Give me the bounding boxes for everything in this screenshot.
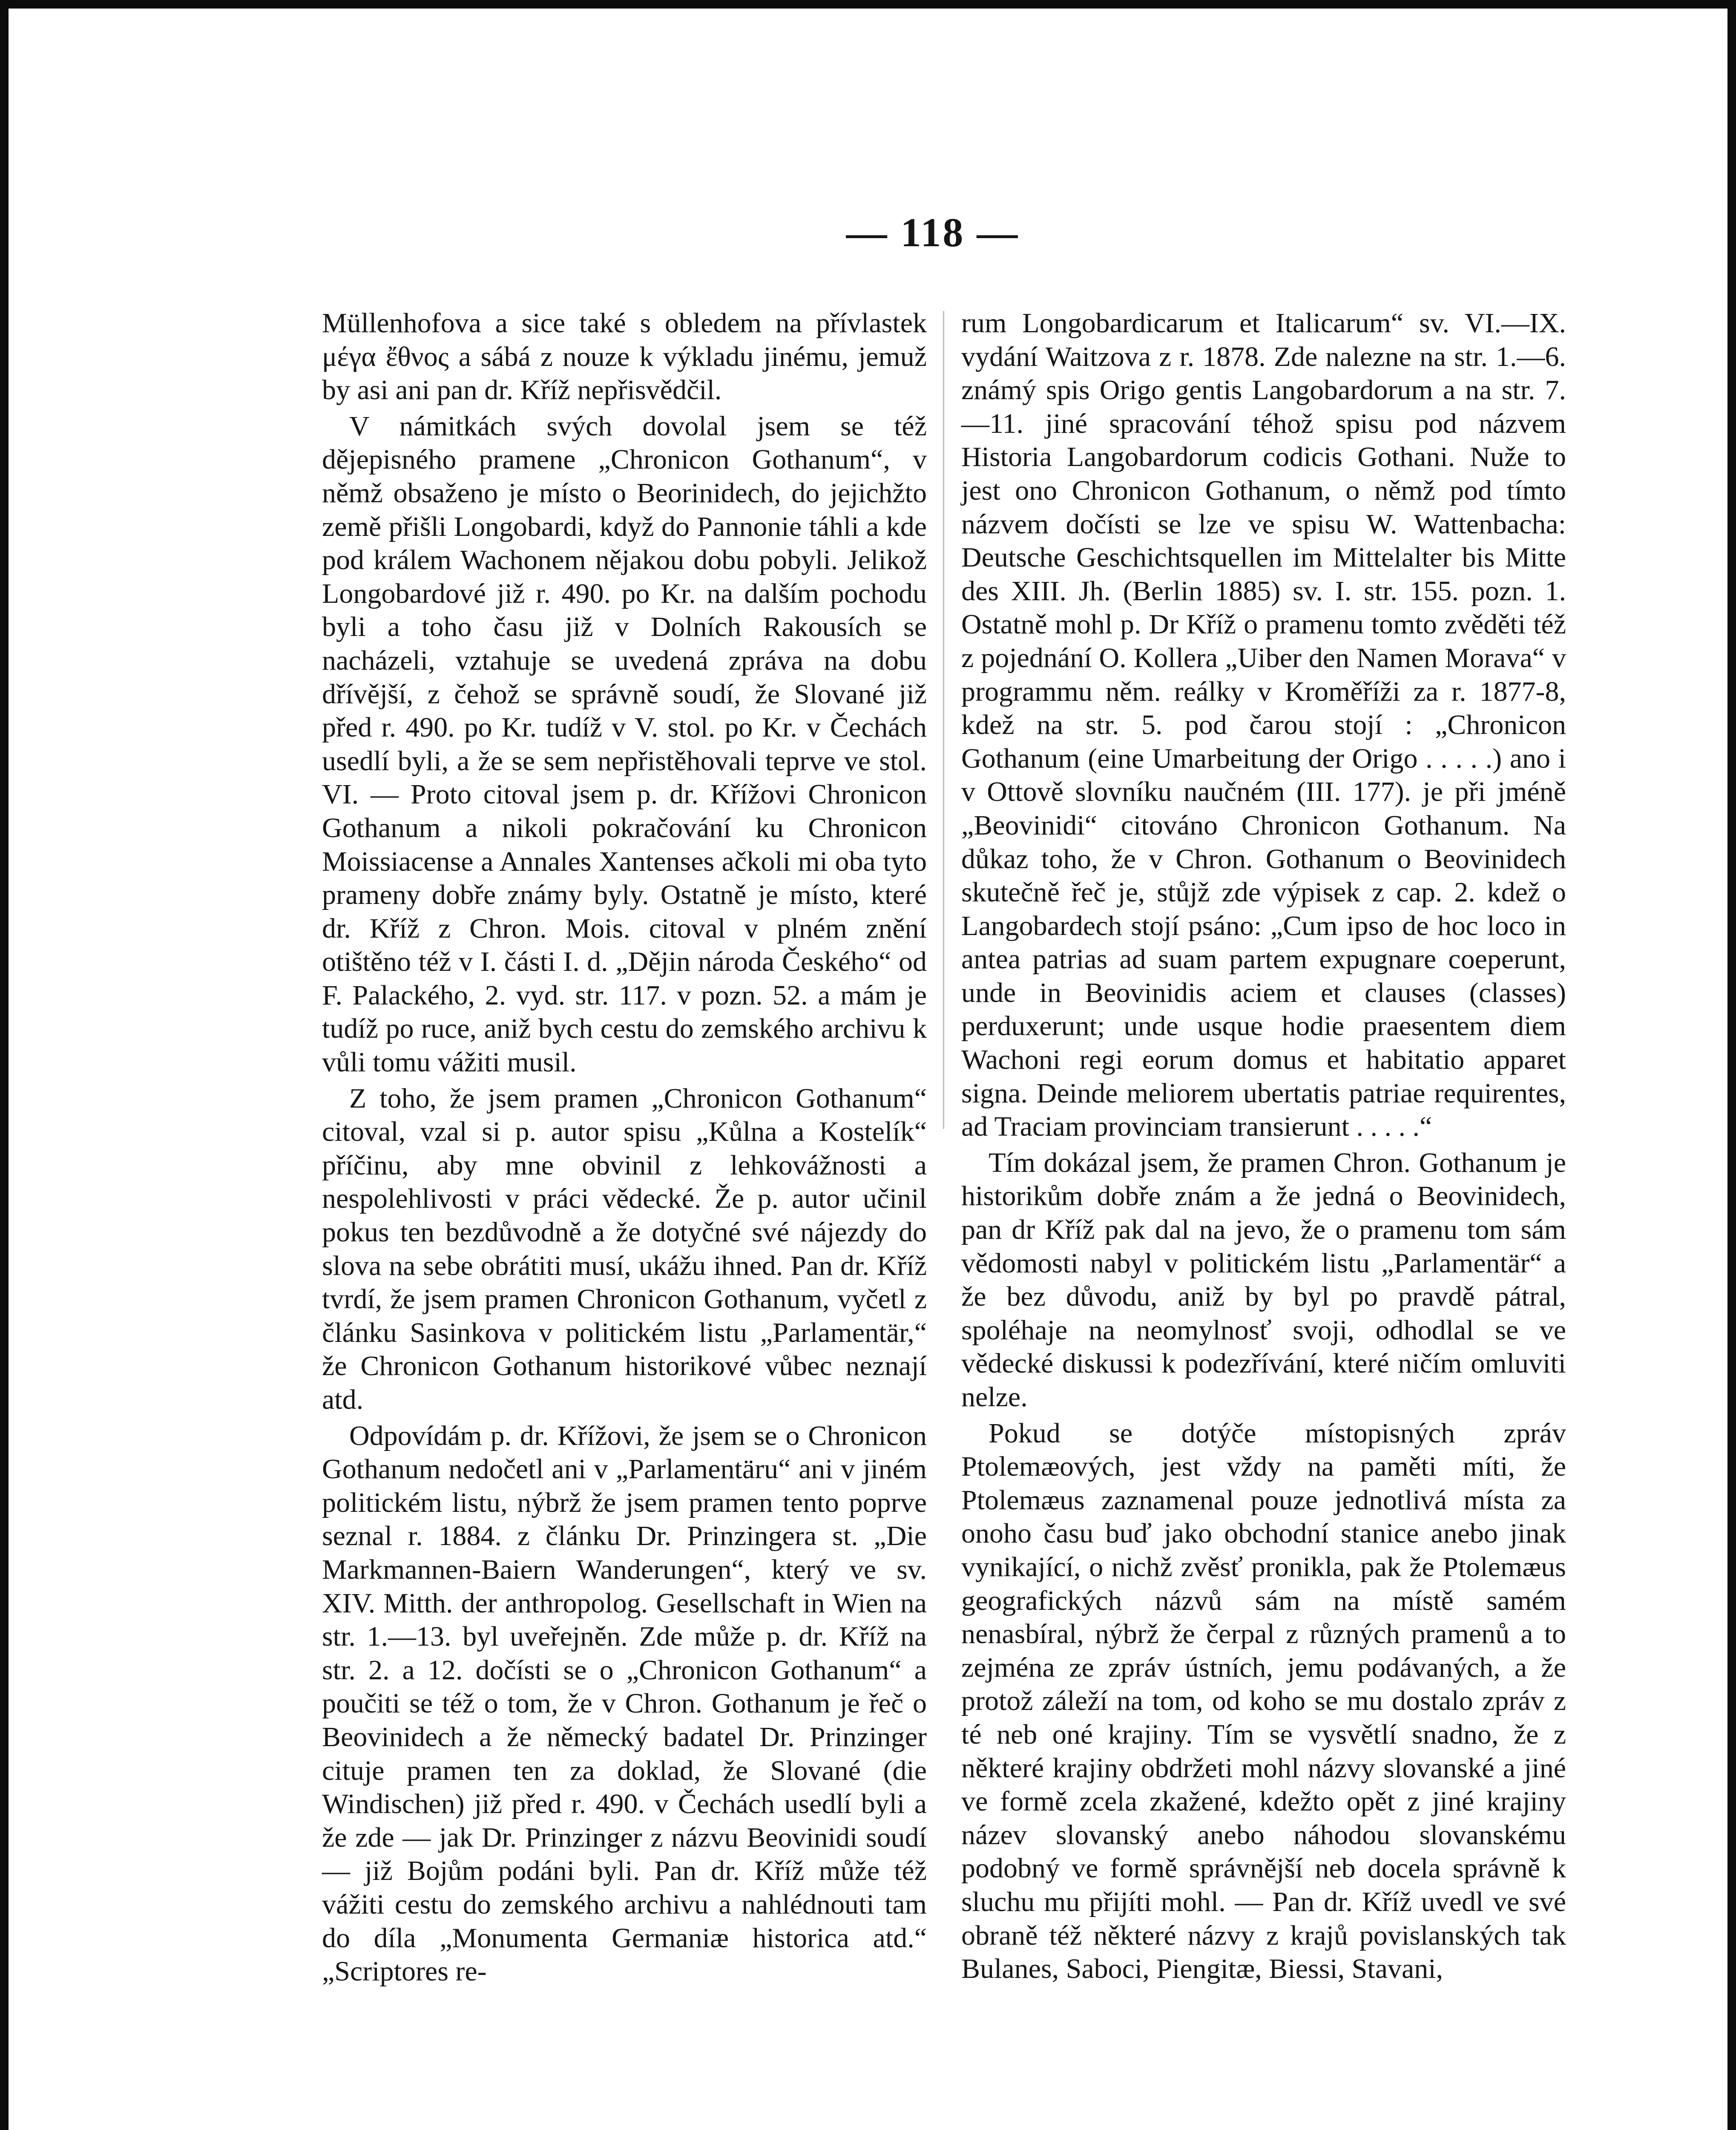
paragraph: Pokud se dotýče místopisných zpráv Ptolemæových, jest vždy na paměti míti, že Ptolemæus zaznamenal pouze jednotlivá místa za onoho času buď jako obchodní stanice anebo jinak vynikající, o nichž zvěsť pronikla, pak že Ptolemæus geografických názvů sám na místě samém nenasbíral, nýbrž že čerpal z různých pramenů a to zejména ze zpráv ústních, jemu podávaných, a že protož záleží na tom, od koho se mu dostalo zpráv z té neb oné krajiny. Tím se vysvětlí snadno, že z některé krajiny obdržeti mohl názvy slovanské a jiné ve formě zcela zkažené, kdežto opět z jiné krajiny název slovanský anebo náhodou slovanskému podobný ve formě správnější neb docela správně k sluchu mu přijíti mohl. — Pan dr. Kříž uvedl ve své obraně též některé názvy z krajů povislanských tak Bulanes, Saboci, Piengitæ, Biessi, Stavani, xyxy=(961,1417,1566,1985)
page-number: — 118 — xyxy=(846,210,1020,255)
paragraph: V námitkách svých dovolal jsem se též dějepisného pramene „Chronicon Gothanum“, v němž obsaženo je místo o Beorinidech, do jejichžto země přišli Longobardi, když do Pannonie táhli a kde pod králem Wachonem nějakou dobu pobyli. Jelikož Longobardové již r. 490. po Kr. na dalším pochodu byli a toho času již v Dolních Rakousích se nacházeli, vztahuje se uvedená zpráva na dobu dřívější, z čehož se správně soudí, že Slované již před r. 490. po Kr. tudíž v V. stol. po Kr. v Čechách usedlí byli, a že se sem nepřistěhovali teprve ve stol. VI. — Proto citoval jsem p. dr. Křížovi Chronicon Gothanum a nikoli pokračování ku Chronicon Moissiacense a Annales Xantenses ačkoli mi oba tyto prameny dobře známy byly. Ostatně je místo, které dr. Kříž z Chron. Mois. citoval v plném znění otištěno též v I. části I. d. „Dějin národa Českého“ od F. Palackého, 2. vyd. str. 117. v pozn. 52. a mám je tudíž po ruce, aniž bych cestu do zemského archivu k vůli tomu vážiti musil. xyxy=(322,410,927,1078)
paragraph: Tím dokázal jsem, že pramen Chron. Gothanum je historikům dobře znám a že jedná o Beovinidech, pan dr Kříž pak dal na jevo, že o pramenu tom sám vědomosti nabyl v politickém listu „Parlamentär“ a že bez důvodu, aniž by byl po pravdě pátral, spoléhaje na neomylnosť svoji, odhodlal se ve vědecké diskussi k podezřívání, které ničím omluviti nelze. xyxy=(961,1147,1566,1413)
paragraph: Odpovídám p. dr. Křížovi, že jsem se o Chronicon Gothanum nedočetl ani v „Parlamentäru“ ani v jiném politickém listu, nýbrž že jsem pramen tento poprve seznal r. 1884. z článku Dr. Prinzingera st. „Die Markmannen-Baiern Wanderungen“, který ve sv. XIV. Mitth. der anthropolog. Gesellschaft in Wien na str. 1.—13. byl uveřejněn. Zde může p. dr. Kříž na str. 2. a 12. dočísti se o „Chronicon Gothanum“ a poučiti se též o tom, že v Chron. Gothanum je řeč o Beovinidech a že německý badatel Dr. Prinzinger cituje pramen ten za doklad, že Slované (die Windischen) již před r. 490. v Čechách usedlí byli a že zde — jak Dr. Prinzinger z názvu Beovinidi soudí — již Bojům podáni byli. Pan dr. Kříž může též vážiti cestu do zemského archivu a nahlédnouti tam do díla „Monumenta Germaniæ historica atd.“ „Scriptores re- xyxy=(322,1420,927,1987)
right-column xyxy=(961,307,1566,1986)
column-divider xyxy=(943,311,944,1129)
left-column xyxy=(322,307,927,1989)
paragraph: Z toho, že jsem pramen „Chronicon Gothanum“ citoval, vzal si p. autor spisu „Kůlna a Kostelík“ příčinu, aby mne obvinil z lehkovážnosti a nespolehlivosti v práci vědecké. Že p. autor učinil pokus ten bezdůvodně a že dotyčné své nájezdy do slova na sebe obrátiti musí, ukážu ihned. Pan dr. Kříž tvrdí, že jsem pramen Chronicon Gothanum, vyčetl z článku Sasinkova v politickém listu „Parlamentär,“ že Chronicon Gothanum historikové vůbec neznají atd. xyxy=(322,1082,927,1415)
paragraph: rum Longobardicarum et Italicarum“ sv. VI.—IX. vydání Waitzova z r. 1878. Zde nalezne na str. 1.—6. známý spis Origo gentis Langobardorum a na str. 7.—11. jiné spracování téhož spisu pod názvem Historia Langobardorum codicis Gothani. Nuže to jest ono Chronicon Gothanum, o němž pod tímto názvem dočísti se lze ve spisu W. Wattenbacha: Deutsche Geschichtsquellen im Mittelalter bis Mitte des XIII. Jh. (Berlin 1885) sv. I. str. 155. pozn. 1. Ostatně mohl p. Dr Kříž o pramenu tomto zvěděti též z pojednání O. Kollera „Uiber den Namen Morava“ v programmu něm. reálky v Kroměříži za r. 1877-8, kdež na str. 5. pod čarou stojí : „Chronicon Gothanum (eine Umarbeitung der Origo . . . . .) ano i v Ottově slovníku naučném (III. 177). je při jméně „Beovinidi“ citováno Chronicon Gothanum. Na důkaz toho, že v Chron. Gothanum o Beovinidech skutečně řeč je, stůjž zde výpisek z cap. 2. kdež o Langobardech stojí psáno: „Cum ipso de hoc loco in antea patrias ad suam partem expugnare coeperunt, unde in Beovinidis aciem et clauses (classes) perduxerunt; unde usque hodie praesentem diem Wachoni regi eorum domus et habitatio apparet signa. Deinde meliorem ubertatis patriae requirentes, ad Traciam provinciam transierunt . . . . .“ xyxy=(961,308,1566,1143)
paragraph: Müllenhofova a sice také s obledem na přívlastek μέγα ἔθνος a sábá z nouze k výkladu jinému, jemuž by asi ani pan dr. Kříž nepřisvědčil. xyxy=(322,308,927,406)
